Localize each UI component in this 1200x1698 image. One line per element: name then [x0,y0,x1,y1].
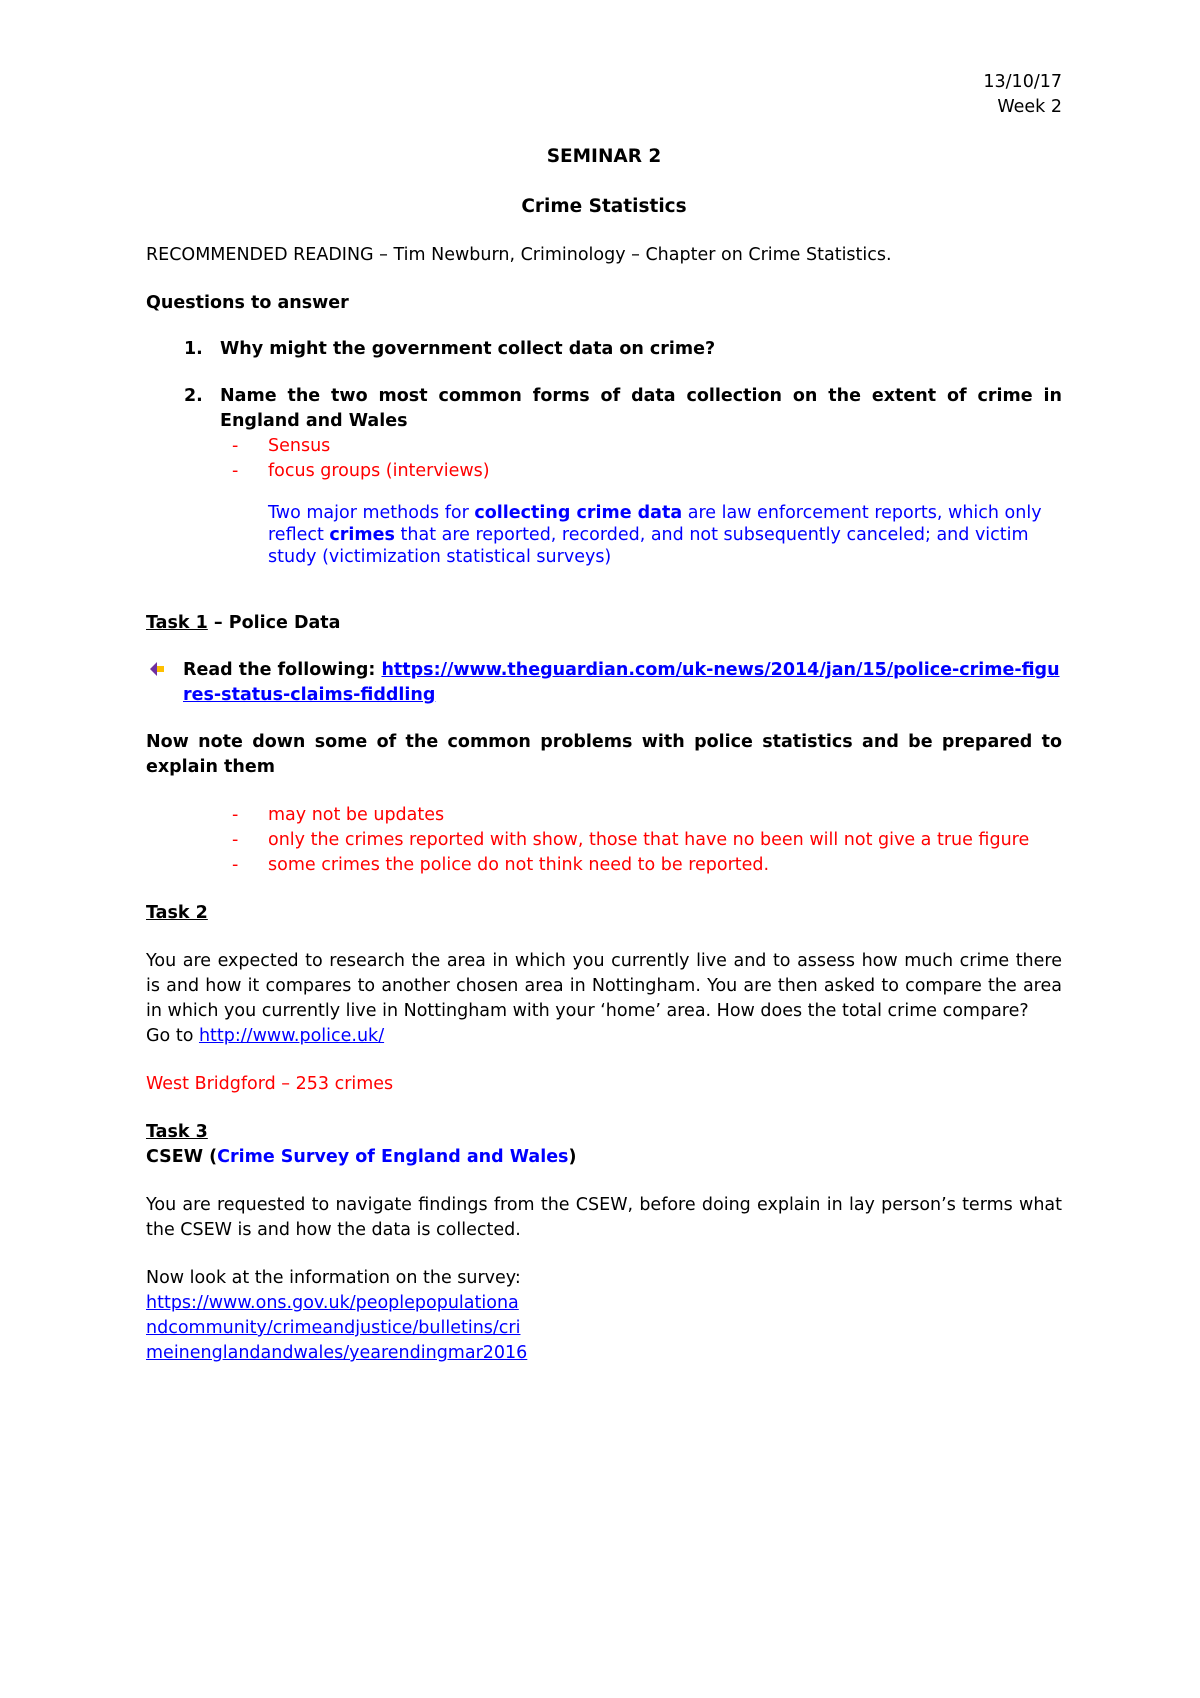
recommended-reading: RECOMMENDED READING – Tim Newburn, Criminology – Chapter on Crime Statistics. [146,245,892,265]
csew-heading: CSEW (Crime Survey of England and Wales) [146,1147,577,1167]
document-page [146,70,1062,1366]
question-number: 2. [184,386,203,406]
dash-bullet-icon: - [232,855,239,875]
task3-heading: Task 3 [146,1122,208,1142]
police-link[interactable]: http://www.police.uk/ [198,1026,385,1046]
page-subtitle: Crime Statistics [521,196,687,217]
task1-heading: Task 1 – Police Data [146,613,341,633]
ons-link-cont[interactable]: ndcommunity/crimeandjustice/bulletins/cri [146,1318,521,1338]
question-1 [146,337,1062,362]
dash-bullet-icon: - [232,805,239,825]
task2-answer: West Bridgford – 253 crimes [146,1074,394,1094]
task1-read: Read the following: https://www.theguardian.com/uk-news/2014/jan/15/police-crime-figures-status-claims-fiddling [146,658,1062,708]
guardian-link[interactable]: https://www.theguardian.com/uk-news/2014/jan/15/police-crime-figures-status-claims-fiddling [183,660,1060,705]
seminar-title: SEMINAR 2 [546,146,662,167]
task3-body: You are requested to navigate findings from the CSEW, before doing explain in lay person’s terms what the CSEW is and how the data is collected. [146,1195,1062,1240]
list-item: - some crimes the police do not think need to be reported. [268,853,1062,878]
task2-body: You are expected to research the area in which you currently live and to assess how much crime there is and how it compares to another chosen area in Nottingham. You are then asked to compare the area in which you currently live in Nottingham with your ‘home’ area. How does the total crime compare? [146,951,1062,1021]
list-item: - Sensus [268,434,1062,459]
list-item: - focus groups (interviews) [268,459,1062,484]
header-week: Week 2 [997,97,1062,117]
task3-look: Now look at the information on the survey: [146,1268,521,1288]
question-text: Why might the government collect data on crime? [220,339,716,359]
task1-answer-list [146,803,1062,878]
dash-bullet-icon: - [232,436,239,456]
task2-heading: Task 2 [146,903,208,923]
dash-bullet-icon: - [232,830,239,850]
question-text: Name the two most common forms of data collection on the extent of crime in England and Wales [220,386,1062,431]
ons-link-cont[interactable]: meinenglandandwales/yearendingmar2016 [146,1343,528,1363]
list-item: - only the crimes reported with show, those that have no been will not give a true figure [268,828,1062,853]
task2-goto: Go to http://www.police.uk/ [146,1026,385,1046]
question-number: 1. [184,339,203,359]
header-date: 13/10/17 [983,72,1062,92]
questions-list [146,337,1062,434]
dash-bullet-icon: - [232,461,239,481]
question-2 [146,384,1062,434]
questions-heading: Questions to answer [146,293,349,313]
list-item: - may not be updates [268,803,1062,828]
arrow-bullet-icon [150,662,164,676]
task1-instruction: Now note down some of the common problems with police statistics and be prepared to explain them [146,732,1062,777]
ons-link[interactable]: https://www.ons.gov.uk/peoplepopulationa [146,1293,519,1313]
q2-note: Two major methods for collecting crime data are law enforcement reports, which only reflect crimes that are reported, recorded, and not subsequently canceled; and victim study (victimization statistical surveys) [268,503,1042,567]
q2-answer-list [146,434,1062,484]
